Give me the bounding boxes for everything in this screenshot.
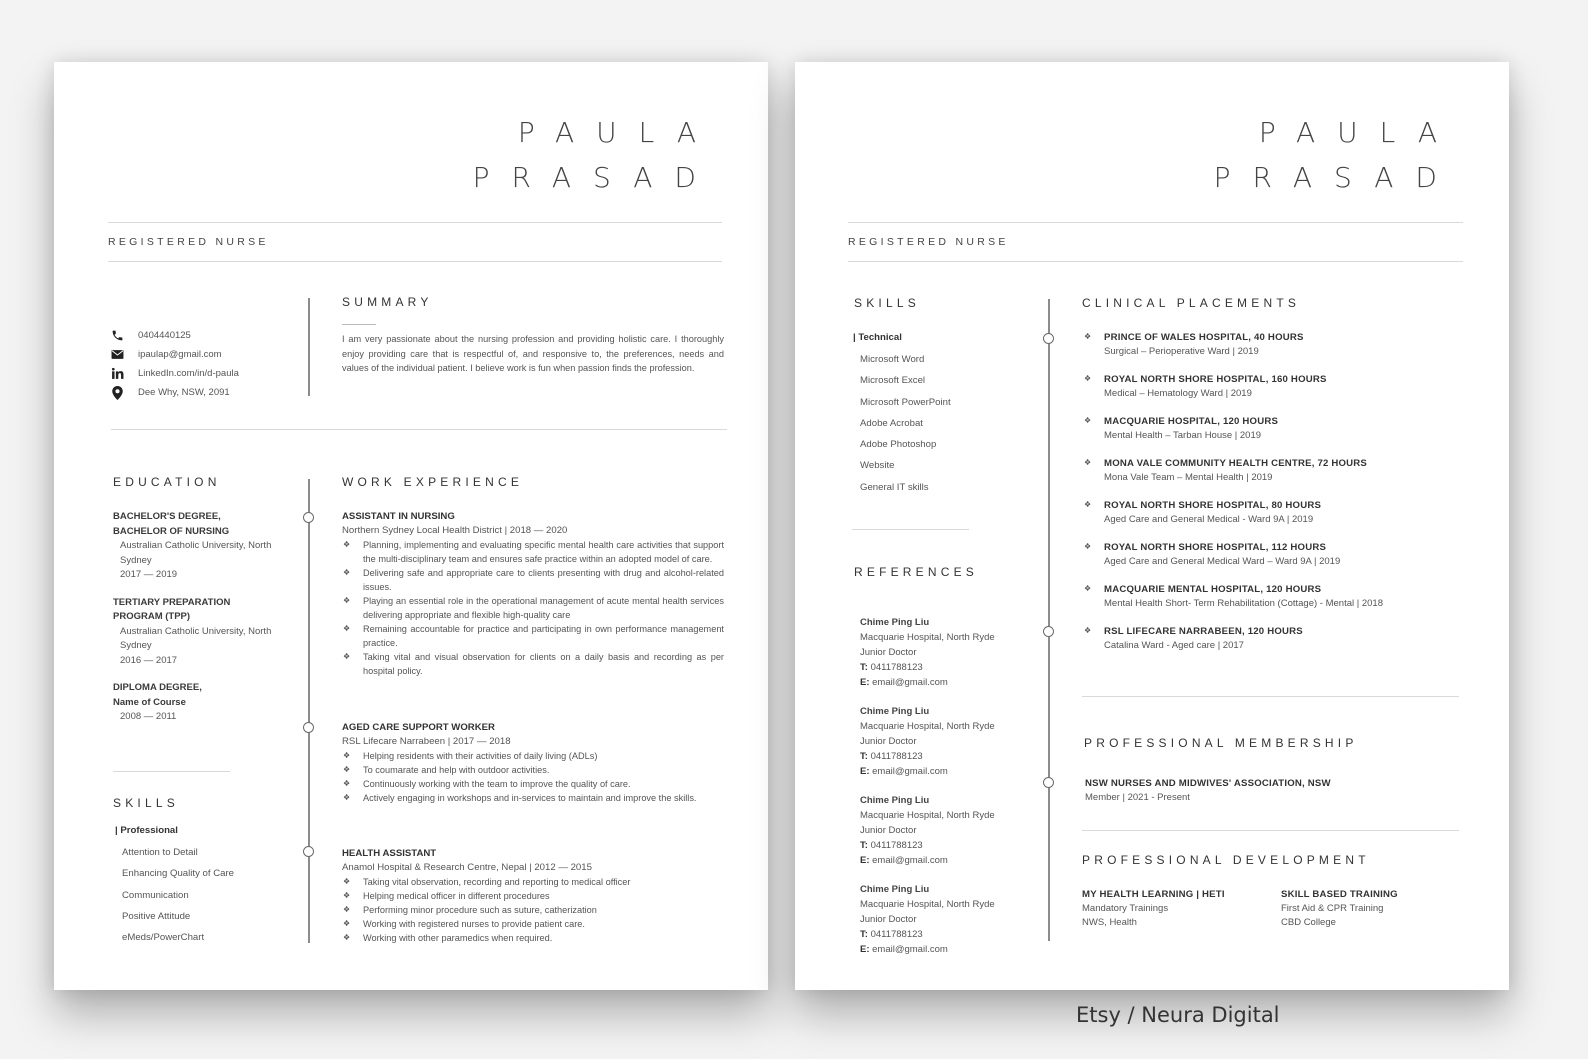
job-title: AGED CARE SUPPORT WORKER [342,722,495,733]
divider [1082,696,1459,697]
credit-caption: Etsy / Neura Digital [1076,1003,1280,1027]
reference-email [860,764,1040,779]
summary-text: I am very passionate about the nursing profession and providing holistic care. I thoroughly enjoy providing care that is respectful of, and responsive to, the preferences, needs and values of the individual patient. I believe work is fun when passion finds the profession. [342,334,724,373]
placement-item [1083,457,1463,499]
placement-item [1083,541,1463,583]
reference-email [860,942,1040,957]
placement-item [1083,625,1463,667]
timeline-node [303,846,314,857]
skills-list [853,332,951,498]
phone-value: 0411788123 [870,840,923,851]
references-title: REFERENCES [854,565,979,579]
degree-title: BACHELOR OF NURSING [113,525,230,537]
development-title: SKILL BASED TRAINING [1281,889,1398,900]
reference-item [860,704,1040,779]
skills-category: | Professional [115,825,178,836]
skill-item: General IT skills [860,481,929,493]
work-experience-title: WORK EXPERIENCE [342,475,524,489]
phone-label: T: [860,840,868,851]
resume-name [1214,110,1459,200]
skills-list [115,825,234,948]
placement-detail: Surgical – Perioperative Ward | 2019 [1104,346,1259,357]
last-name: PRASAD [1213,161,1459,194]
placement-item [1083,499,1463,541]
job-bullet: ❖ Delivering safe and appropriate care to clients presenting with drug and alcohol-related issues. [342,566,724,594]
reference-phone [860,749,1040,764]
skill-item: Adobe Photoshop [860,439,937,451]
school: Australian Catholic University, North Sydney [120,625,272,651]
phone-icon [110,329,124,343]
skill-item: Microsoft Excel [860,375,926,387]
reference-item [860,882,1040,957]
reference-role: Junior Doctor [860,736,917,747]
references-list [860,615,1040,971]
job-bullet: ❖ Taking vital and visual observation for clients on a daily basis and recording as per hospital policy. [342,650,724,678]
divider [848,222,1463,223]
phone-label: T: [860,929,868,940]
contact-text: LinkedIn.com/in/d-paula [138,368,239,379]
skill-item: Website [860,460,895,472]
contact-location [110,383,239,402]
reference-name: Chime Ping Liu [860,884,930,895]
job-bullet: ❖ Helping medical officer in different procedures [342,889,724,903]
degree-title: PROGRAM (TPP) [113,611,191,622]
development-line: CBD College [1281,917,1336,928]
reference-phone [860,927,1040,942]
education-item [113,596,303,669]
column-divider [308,298,310,396]
skills-category: | Technical [853,332,902,343]
placement-detail: Mona Vale Team – Mental Health | 2019 [1104,472,1273,483]
development-item [1281,888,1471,930]
reference-name: Chime Ping Liu [860,795,930,806]
reference-role: Junior Doctor [860,647,917,658]
placement-item [1083,373,1463,415]
job-bullet: ❖ Remaining accountable for practice and participating in own performance management practice. [342,622,724,650]
skills-title: SKILLS [113,796,179,810]
reference-email [860,853,1040,868]
reference-place: Macquarie Hospital, North Ryde [860,632,995,643]
divider [848,261,1463,262]
timeline-node [303,512,314,523]
divider [108,261,722,262]
divider [852,529,969,530]
reference-place: Macquarie Hospital, North Ryde [860,899,995,910]
placement-title: ❖ PRINCE OF WALES HOSPITAL, 40 HOURS [1104,332,1304,343]
email-value: email@gmail.com [872,677,948,688]
divider [1082,830,1459,831]
membership-org: NSW NURSES AND MIDWIVES' ASSOCIATION, NSW [1085,778,1331,789]
resume-name [473,110,718,200]
reference-item [860,793,1040,868]
email-value: email@gmail.com [872,766,948,777]
development-item [1082,888,1272,930]
skill-item: Attention to Detail [122,847,198,858]
placement-detail: Aged Care and General Medical Ward – Ward 9A | 2019 [1104,556,1341,567]
reference-phone [860,838,1040,853]
placement-title: ❖ RSL LIFECARE NARRABEEN, 120 HOURS [1104,626,1303,637]
location-pin-icon [110,386,124,400]
timeline-node [1043,333,1054,344]
skill-item: Communication [122,889,189,901]
job-bullet: ❖ Working with registered nurses to provide patient care. [342,917,724,931]
clinical-placements-title: CLINICAL PLACEMENTS [1082,296,1301,310]
job-bullet: ❖ Working with other paramedics when required. [342,931,724,945]
job-bullet: ❖ Planning, implementing and evaluating specific mental health care activities that support the multi-disciplinary team and ensures safe practice within an adopted model of care. [342,538,724,566]
skill-item: eMeds/PowerChart [122,932,205,944]
last-name: PRASAD [472,161,718,194]
reference-phone [860,660,1040,675]
placement-detail: Mental Health – Tarban House | 2019 [1104,430,1262,441]
summary-title: SUMMARY [342,295,433,309]
timeline-node [1043,626,1054,637]
placement-detail: Aged Care and General Medical - Ward 9A | 2019 [1104,514,1314,525]
divider [113,771,230,772]
school: Australian Catholic University, North Sydney [120,540,272,566]
job-bullet: ❖ Continuously working with the team to improve the quality of care. [342,777,724,791]
placement-title: ❖ ROYAL NORTH SHORE HOSPITAL, 80 HOURS [1104,500,1322,511]
job-bullet: ❖ Playing an essential role in the operational management of acute mental health services delivering appropriate and flexible high-quality care [342,594,724,622]
membership-detail: Member | 2021 - Present [1085,792,1190,803]
years: 2008 — 2011 [120,711,177,722]
resume-page-2 [795,62,1509,990]
placement-detail: Mental Health Short- Term Rehabilitation (Cottage) - Mental | 2018 [1104,598,1383,609]
contact-info [110,326,239,402]
contact-text: 0404440125 [138,330,191,341]
job-bullet: ❖ Taking vital observation, recording and reporting to medical officer [342,875,724,889]
placement-title: ❖ MACQUARIE MENTAL HOSPITAL, 120 HOURS [1104,584,1322,595]
job-bullet: ❖ To coumarate and help with outdoor activities. [342,763,724,777]
skill-item: Microsoft PowerPoint [860,396,951,408]
placements-list [1083,331,1463,667]
development-line: First Aid & CPR Training [1281,903,1384,914]
email-label: E: [860,855,870,866]
email-value: email@gmail.com [872,855,948,866]
divider [108,222,722,223]
contact-text: ipaulap@gmail.com [138,349,222,360]
contact-email [110,345,239,364]
timeline-line [1048,299,1050,941]
professional-membership-title: PROFESSIONAL MEMBERSHIP [1084,736,1358,750]
timeline-node [1043,777,1054,788]
degree-title: TERTIARY PREPARATION [113,596,231,608]
reference-place: Macquarie Hospital, North Ryde [860,721,995,732]
job-bullet: ❖ Actively engaging in workshops and in-services to maintain and improve the skills. [342,791,724,805]
reference-name: Chime Ping Liu [860,617,930,628]
phone-label: T: [860,751,868,762]
contact-phone [110,326,239,345]
job-title: ASSISTANT IN NURSING [342,511,455,522]
email-label: E: [860,766,870,777]
job-subtitle: RSL Lifecare Narrabeen | 2017 — 2018 [342,736,511,747]
email-label: E: [860,677,870,688]
reference-item [860,615,1040,690]
timeline-line [308,479,310,943]
skill-item: Adobe Acrobat [860,417,923,429]
course-name: Name of Course [113,696,186,708]
development-line: Mandatory Trainings [1082,903,1169,914]
development-title: MY HEALTH LEARNING | HETI [1082,889,1225,900]
education-title: EDUCATION [113,475,221,489]
skill-item: Microsoft Word [860,354,925,365]
degree-title: DIPLOMA DEGREE, [113,682,202,693]
education-item [113,681,303,725]
skill-item: Positive Attitude [122,910,191,922]
job-role: REGISTERED NURSE [848,236,1009,248]
placement-item [1083,583,1463,625]
contact-linkedin [110,364,239,383]
education-list [113,510,303,738]
placement-item [1083,415,1463,457]
email-label: E: [860,944,870,955]
email-value: email@gmail.com [872,944,948,955]
development-line: NWS, Health [1082,917,1137,928]
contact-text: Dee Why, NSW, 2091 [138,387,230,398]
job-bullet: ❖ Helping residents with their activities of daily living (ADLs) [342,749,724,763]
placement-title: ❖ ROYAL NORTH SHORE HOSPITAL, 112 HOURS [1104,542,1327,553]
divider [111,429,727,430]
email-icon [110,348,124,362]
reference-role: Junior Doctor [860,914,917,925]
reference-role: Junior Doctor [860,825,917,836]
phone-label: T: [860,662,868,673]
professional-development-title: PROFESSIONAL DEVELOPMENT [1082,853,1370,867]
placement-title: ❖ ROYAL NORTH SHORE HOSPITAL, 160 HOURS [1104,374,1327,385]
job-entry [342,721,724,805]
phone-value: 0411788123 [870,662,923,673]
degree-title: BACHELOR'S DEGREE, [113,511,221,522]
resume-page-1 [54,62,768,990]
reference-name: Chime Ping Liu [860,706,930,717]
reference-place: Macquarie Hospital, North Ryde [860,810,995,821]
job-subtitle: Anamol Hospital & Research Centre, Nepal | 2012 — 2015 [342,862,592,873]
first-name: PAULA [517,116,718,149]
placement-title: ❖ MACQUARIE HOSPITAL, 120 HOURS [1104,416,1279,427]
years: 2017 — 2019 [120,569,178,580]
summary-accent-line [342,324,376,325]
job-entry [342,847,724,945]
timeline-node [303,722,314,733]
job-subtitle: Northern Sydney Local Health District | 2018 — 2020 [342,525,568,536]
reference-email [860,675,1040,690]
job-bullet: ❖ Performing minor procedure such as suture, catherization [342,903,724,917]
phone-value: 0411788123 [870,929,923,940]
placement-detail: Catalina Ward - Aged care | 2017 [1104,640,1244,651]
job-entry [342,510,724,678]
skills-title: SKILLS [854,296,920,310]
years: 2016 — 2017 [120,654,178,666]
membership-item [1085,777,1331,805]
education-item [113,510,303,583]
first-name: PAULA [1258,116,1459,149]
placement-title: ❖ MONA VALE COMMUNITY HEALTH CENTRE, 72 HOURS [1104,458,1368,469]
job-role: REGISTERED NURSE [108,236,269,248]
placement-detail: Medical – Hematology Ward | 2019 [1104,388,1252,399]
skill-item: Enhancing Quality of Care [122,868,234,880]
linkedin-icon [110,367,124,381]
placement-item [1083,331,1463,373]
job-title: HEALTH ASSISTANT [342,848,437,859]
phone-value: 0411788123 [870,751,923,762]
